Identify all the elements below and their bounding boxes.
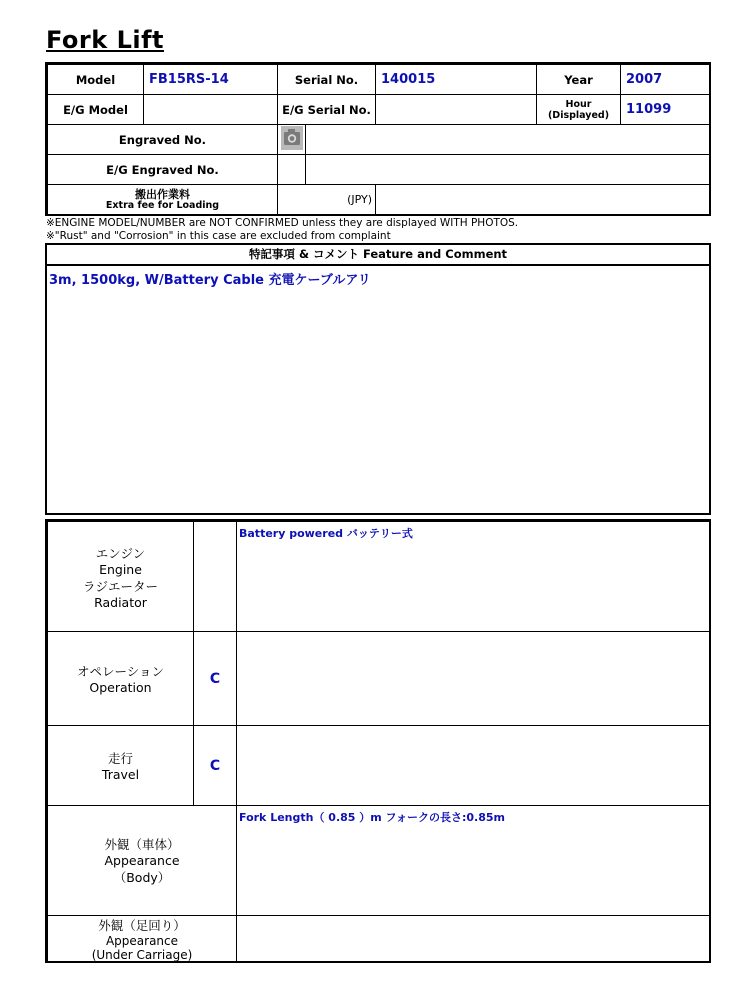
- engine-grade: [194, 522, 237, 632]
- under-comment: [237, 916, 710, 963]
- fee-currency: (JPY): [278, 185, 376, 215]
- under-label-en: Appearance: [105, 934, 179, 948]
- engine-label: [48, 522, 194, 632]
- fee-label: [48, 185, 278, 215]
- eg-engraved-label: E/G Engraved No.: [48, 155, 278, 185]
- hour-label-line2: (Displayed): [547, 109, 610, 121]
- header-table: [47, 64, 710, 215]
- operation-label-en: Operation: [89, 680, 152, 695]
- eg-serial-value: [376, 95, 537, 125]
- eg-serial-label: E/G Serial No.: [278, 95, 376, 125]
- travel-label-en: Travel: [101, 767, 140, 782]
- eg-model-label: E/G Model: [48, 95, 144, 125]
- inspection-box: [45, 519, 711, 963]
- header-box: [45, 62, 711, 216]
- operation-comment: [237, 632, 710, 726]
- radiator-label-en: Radiator: [94, 594, 147, 610]
- fee-label-en: Extra fee for Loading: [105, 199, 220, 211]
- feature-heading: 特記事項 & コメント Feature and Comment: [47, 245, 709, 266]
- feature-box: [45, 243, 711, 515]
- camera-icon[interactable]: [281, 126, 303, 154]
- eg-engraved-value: [306, 155, 710, 185]
- serial-label: Serial No.: [278, 65, 376, 95]
- travel-comment: [237, 726, 710, 806]
- serial-value: 140015: [376, 65, 537, 95]
- engraved-photo-cell[interactable]: [278, 125, 306, 155]
- year-label: Year: [537, 65, 621, 95]
- model-value: FB15RS-14: [144, 65, 278, 95]
- hour-value: 11099: [621, 95, 710, 125]
- engraved-value: [306, 125, 710, 155]
- body-label-jp: 外観（車体）: [104, 837, 180, 852]
- under-label-en2: (Under Carriage): [91, 948, 193, 962]
- body-label: [48, 806, 237, 916]
- hour-label-line1: Hour: [565, 98, 592, 110]
- travel-grade: C: [194, 726, 237, 806]
- travel-label-jp: 走行: [107, 751, 133, 766]
- body-label-en2: （Body）: [113, 870, 171, 885]
- under-label-jp: 外観（足回り）: [98, 918, 186, 933]
- engine-label-en: Engine: [99, 561, 142, 577]
- fee-label-jp: 搬出作業料: [135, 187, 190, 201]
- note-rust: ※"Rust" and "Corrosion" in this case are excluded from complaint: [46, 230, 391, 242]
- operation-label: [48, 632, 194, 726]
- radiator-label-jp: ラジエーター: [82, 578, 158, 594]
- feature-text: 3m, 1500kg, W/Battery Cable 充電ケーブルアリ: [49, 273, 371, 288]
- body-comment: Fork Length（ 0.85 ）m フォークの長さ:0.85m: [237, 806, 710, 916]
- hour-label: [537, 95, 621, 125]
- under-label: [48, 916, 237, 963]
- inspection-table: [47, 521, 710, 963]
- engine-label-jp: エンジン: [95, 545, 146, 561]
- page-title: Fork Lift: [46, 26, 164, 54]
- travel-label: [48, 726, 194, 806]
- engraved-label: Engraved No.: [48, 125, 278, 155]
- eg-engraved-photo-cell: [278, 155, 306, 185]
- engine-comment: Battery powered バッテリー式: [237, 522, 710, 632]
- operation-label-jp: オペレーション: [76, 664, 164, 679]
- note-engine: ※ENGINE MODEL/NUMBER are NOT CONFIRMED unless they are displayed WITH PHOTOS.: [46, 217, 519, 229]
- year-value: 2007: [621, 65, 710, 95]
- operation-grade: C: [194, 632, 237, 726]
- fee-value: [376, 185, 710, 215]
- eg-model-value: [144, 95, 278, 125]
- model-label: Model: [48, 65, 144, 95]
- body-label-en: Appearance: [104, 853, 180, 868]
